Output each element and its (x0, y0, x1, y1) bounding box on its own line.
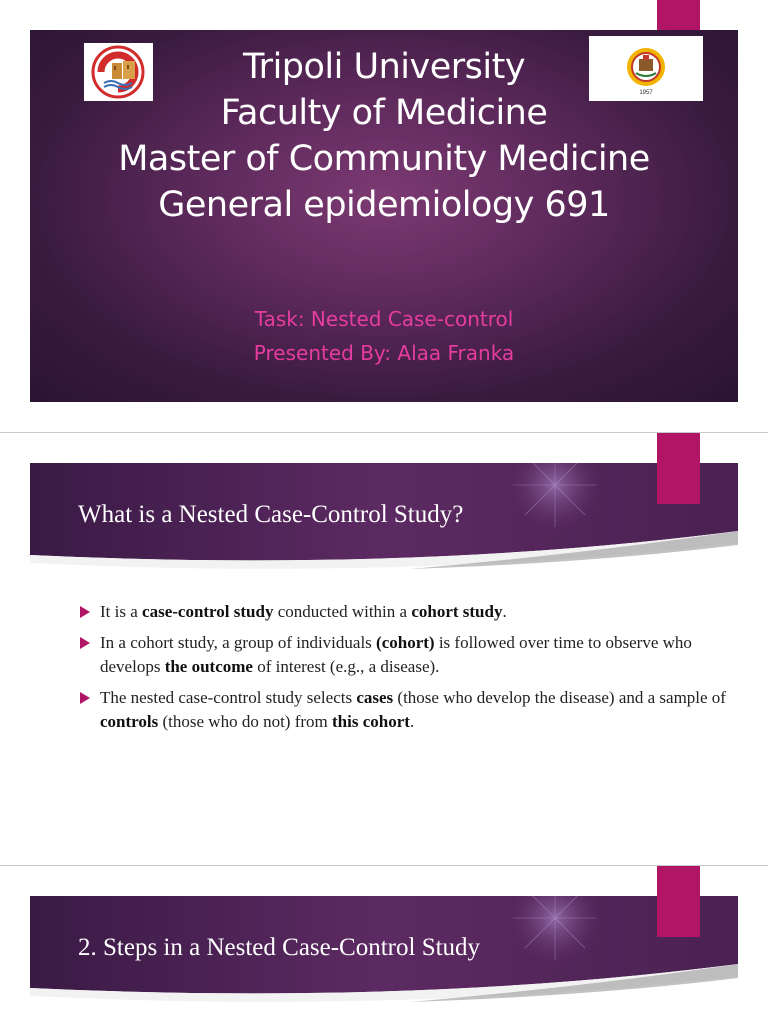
title-line-1: Tripoli University (242, 47, 526, 87)
slide-title-text: What is a Nested Case-Control Study? (78, 501, 464, 528)
title-line-4: General epidemiology 691 (158, 185, 610, 225)
bullet-item (80, 600, 730, 624)
bullet-list (80, 600, 730, 741)
subtitle (30, 302, 738, 370)
bullet-emphasis: case-control study (142, 602, 274, 621)
bullet-text: of interest (e.g., a disease). (252, 657, 440, 676)
accent-tab (657, 866, 700, 937)
bullet-item (80, 686, 730, 734)
bullet-emphasis: controls (100, 712, 159, 731)
bullet-arrow-icon (80, 606, 90, 618)
svg-text:1957: 1957 (639, 90, 653, 96)
bullet-emphasis: (cohort) (376, 633, 435, 652)
bullet-text: . (409, 712, 415, 731)
bullet-arrow-icon (80, 692, 90, 704)
accent-tab (657, 433, 700, 504)
bullet-emphasis: the outcome (164, 657, 253, 676)
title-line-2: Faculty of Medicine (220, 93, 548, 133)
slide-steps (0, 866, 768, 1024)
bullet-text: . (502, 602, 507, 621)
title-line-3: Master of Community Medicine (118, 139, 650, 179)
bullet-text: It is a (100, 602, 143, 621)
bullet-text: (those who develop the disease) and a sample of (393, 688, 726, 707)
bullet-text: The nested case-control study selects (100, 688, 357, 707)
bullet-emphasis: this cohort (332, 712, 410, 731)
bullet-emphasis: cohort study (411, 602, 503, 621)
task-line: Task: Nested Case-control (254, 307, 514, 331)
slide-title-text: 2. Steps in a Nested Case-Control Study (78, 934, 481, 961)
presenter-line: Presented By: Alaa Franka (253, 341, 515, 365)
bullet-text: is followed over time to observe who develops (100, 633, 692, 676)
bullet-text: In a cohort study, a group of individuals (100, 633, 377, 652)
slide-header (30, 463, 738, 578)
bullet-emphasis: cases (356, 688, 394, 707)
bullet-arrow-icon (80, 637, 90, 649)
bullet-item (80, 631, 730, 679)
slide-title (0, 0, 768, 432)
main-title (30, 44, 738, 228)
slide-definition (0, 433, 768, 865)
bullet-text: conducted within a (273, 602, 412, 621)
bullet-text: (those who do not) from (158, 712, 333, 731)
slide-header (30, 896, 738, 1011)
